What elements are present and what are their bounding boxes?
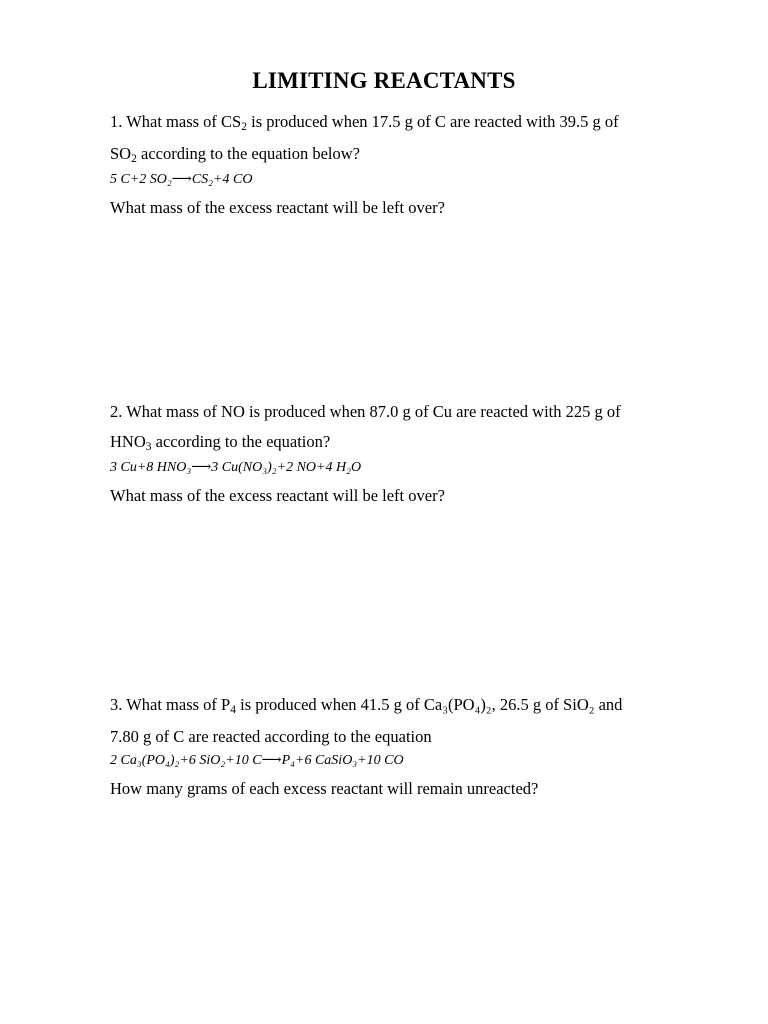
question-3 [110,690,693,804]
question-1 [110,107,693,223]
question-2 [110,397,693,511]
question-3-line-1: 3. What mass of $P_4$ is produced when 41.5 g of Ca₃(PO₄)₂, 26.5 g of SiO₂ and [110,695,623,717]
question-1-line-1: 1. What mass of $CS_2$ is produced when 17.5 g of C are reacted with 39.5 g of [110,112,619,134]
follow-up-question: What mass of the excess reactant will be left over? [110,486,445,505]
question-2-line-1: 2. What mass of NO is produced when 87.0 g of Cu are reacted with 225 g of [110,402,621,421]
question-number: 3. [110,695,123,714]
page-title: LIMITING REACTANTS [252,68,516,93]
question-number: 2. [110,402,123,421]
follow-up-question: What mass of the excess reactant will be left over? [110,198,445,217]
follow-up-question: How many grams of each excess reactant will remain unreacted? [110,779,539,798]
question-3-line-2: 7.80 g of C are reacted according to the equation [110,727,432,746]
question-1-line-2: $SO_2$ according to the equation below? [110,144,361,166]
question-2-line-2: $HNO_3$ according to the equation? [110,432,331,454]
chemical-equation: 2 Ca₃(PO₄)₂+6 SiO₂+10 C⟶P₄+6 CaSiO₃+10 CO [110,753,404,768]
question-number: 1. [110,112,123,131]
chemical-equation: 3 Cu+8 HNO₃⟶3 Cu(NO₃)₂+2 NO+4 H₂O [110,460,362,475]
chemical-equation: 5 C+2 SO₂⟶CS₂+4 CO [110,172,253,187]
